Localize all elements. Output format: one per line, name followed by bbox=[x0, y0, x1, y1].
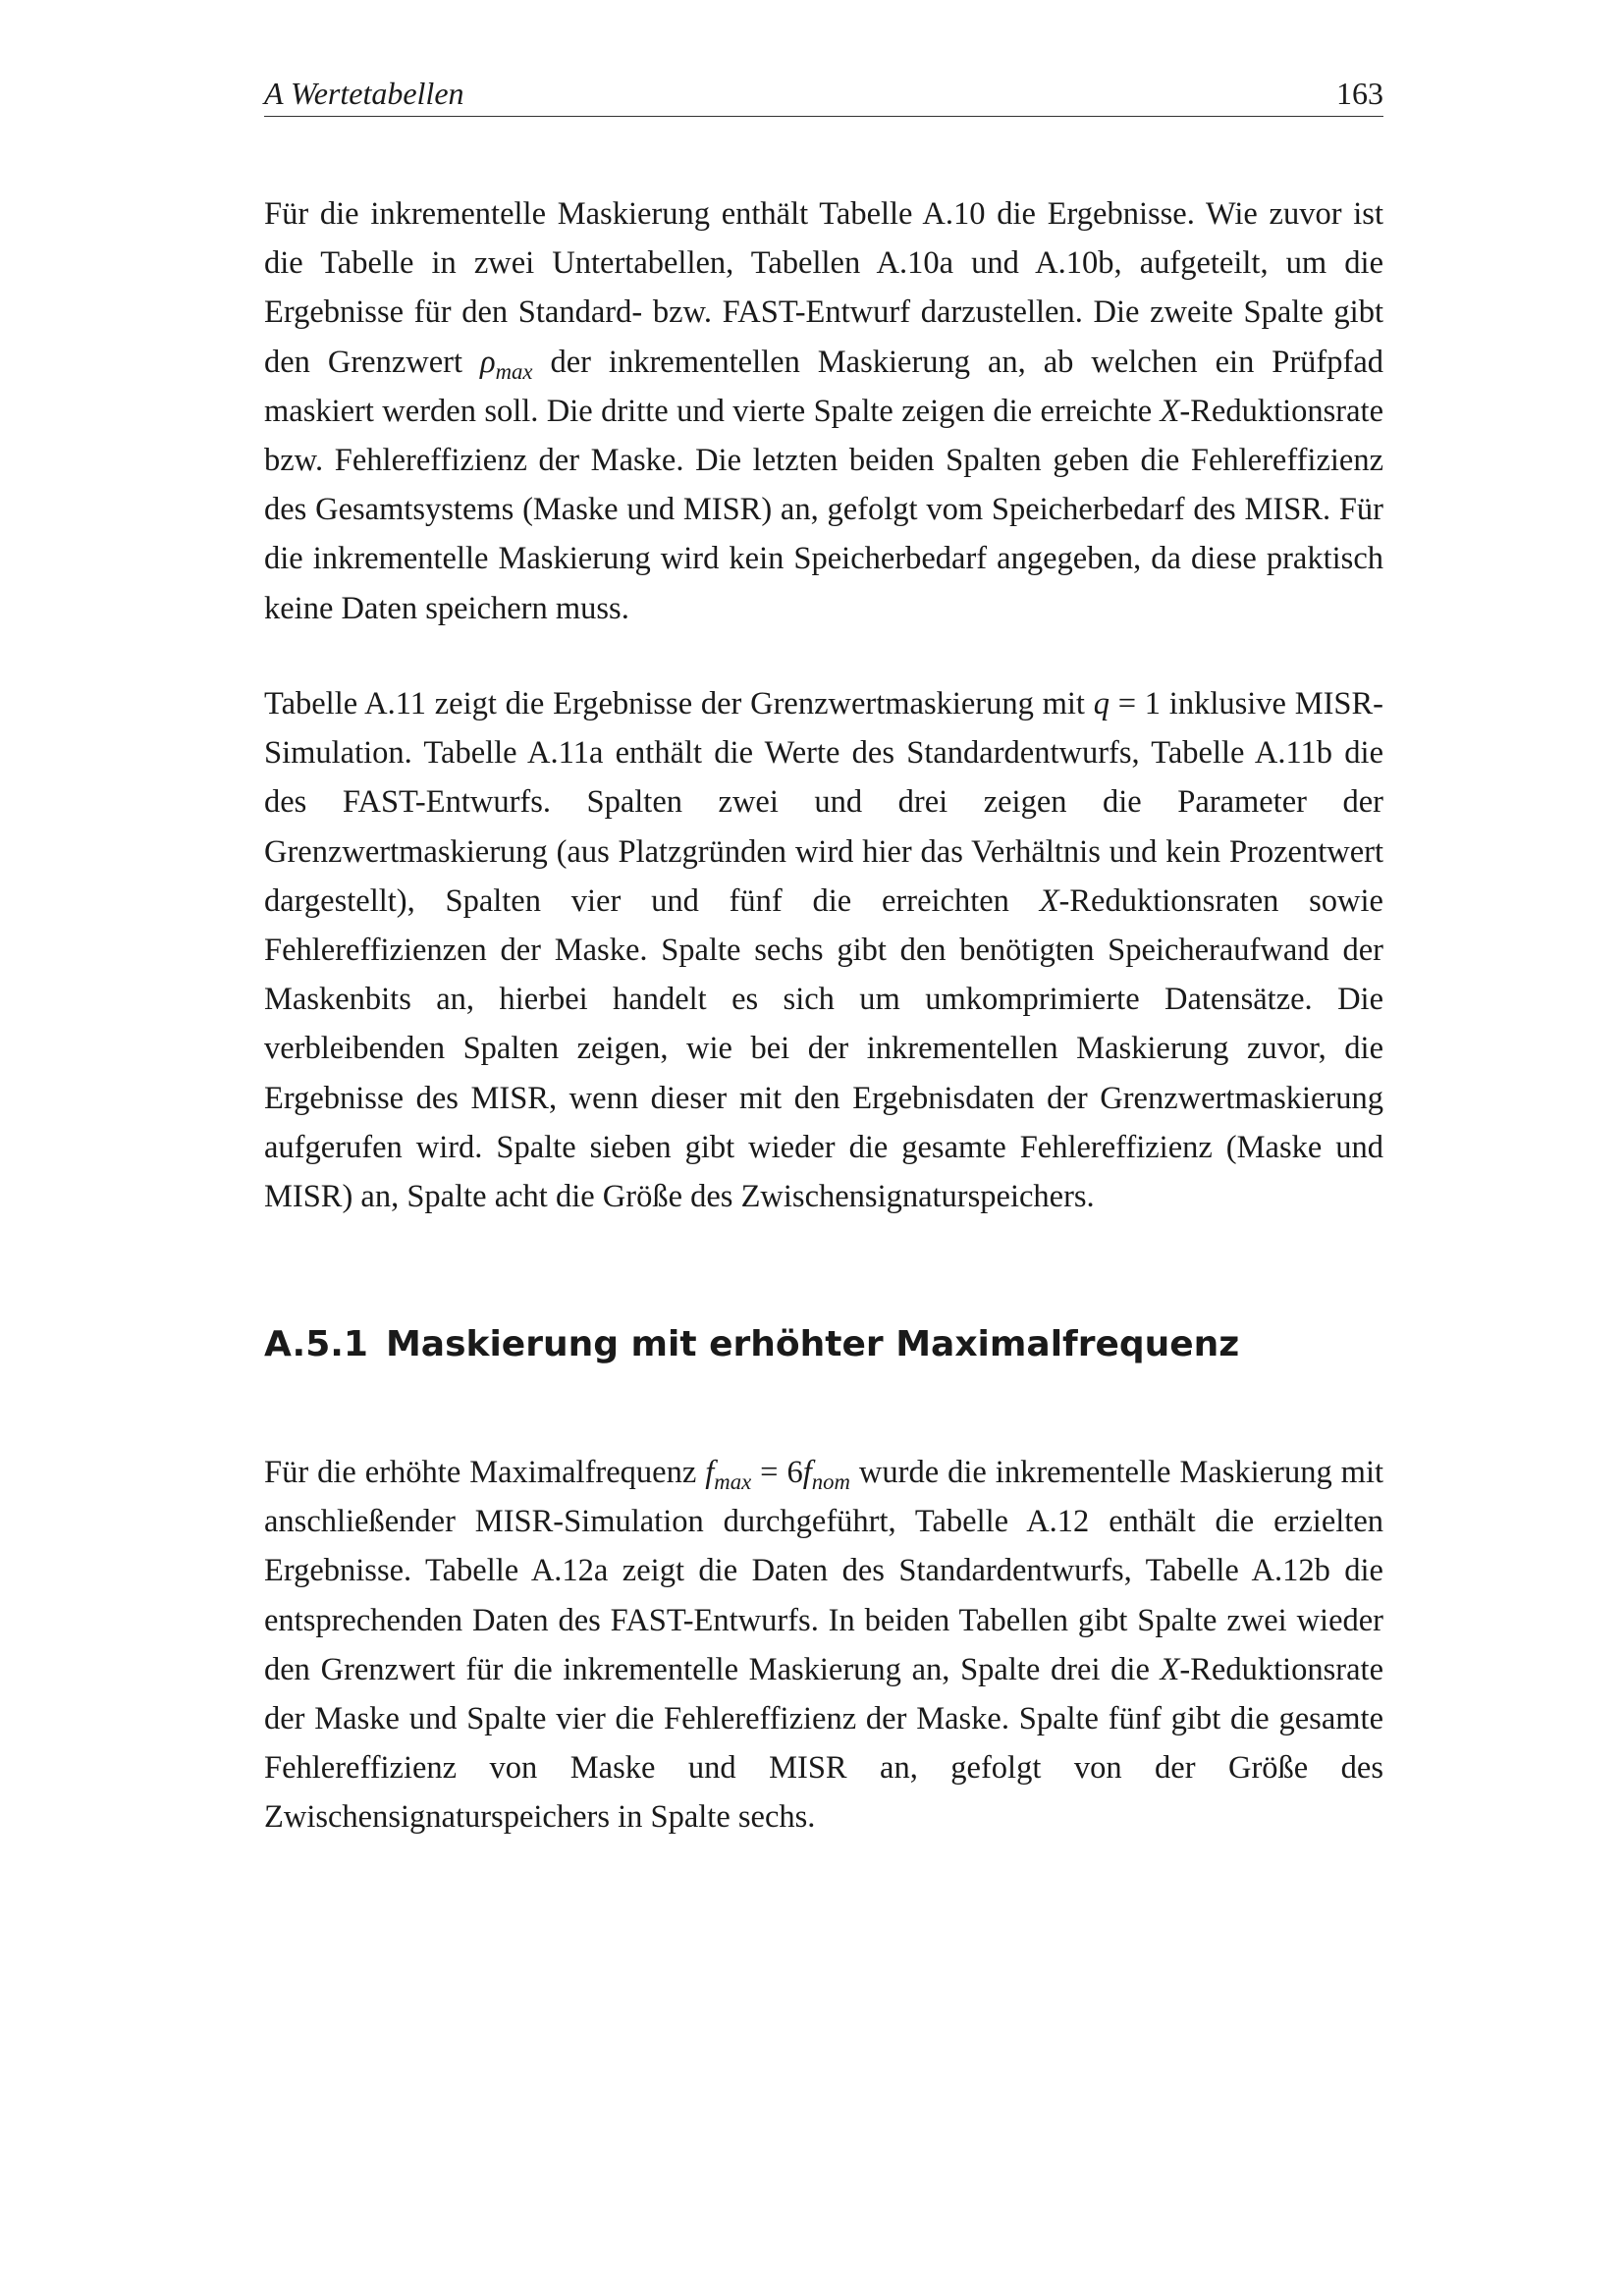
text-run: Tabelle A.11 zeigt die Ergebnisse der Grenzwertmaskierung mit bbox=[264, 686, 1094, 721]
page-number: 163 bbox=[1336, 76, 1383, 111]
section-number: A.5.1 bbox=[264, 1324, 368, 1364]
math-x: X bbox=[1039, 882, 1059, 919]
math-symbol: f bbox=[705, 1455, 715, 1490]
math-equals: = 6 bbox=[751, 1455, 803, 1490]
math-symbol: ρ bbox=[479, 344, 496, 380]
paragraph-incremental-masking bbox=[264, 189, 1383, 633]
math-rho bbox=[479, 344, 533, 384]
text-run: wurde die inkrementelle Maskierung mit anschließender MISR-Simulation durchgeführt, Tabelle A.12 enthält die erzielten Ergebnisse. Tabelle A.12a zeigt die Daten des Standardentwurfs, Tabelle A.12b die entsprechenden Daten des FAST-Entwurfs. In beiden Tabellen gibt Spalte zwei wieder den Grenzwert für die inkrementelle Maskierung an, Spalte drei die bbox=[264, 1455, 1384, 1687]
math-f-max bbox=[705, 1455, 752, 1494]
text-run: -Reduktionsrate bzw. Fehlereffizienz der Maske. Die letzten beiden Spalten geben die Fehlereffizienz des Gesamtsystems (Maske und MISR) an, gefolgt vom Speicherbedarf des MISR. Für die inkrementelle Maskierung wird kein Speicherbedarf angegeben, da diese praktisch keine Daten speichern muss. bbox=[264, 393, 1383, 626]
text-run: inklusive MISR-Simulation. Tabelle A.11a enthält die Werte des Standardentwurfs, Tabelle A.11b die des FAST-Entwurfs. Spalten zwei und drei zeigen die Parameter der Grenzwertmaskierung (aus Platzgründen wird hier das Verhältnis und kein Prozentwert dargestellt), Spalten vier und fünf die erreichten bbox=[264, 686, 1383, 919]
math-x: X bbox=[1160, 393, 1180, 429]
math-symbol: f bbox=[802, 1455, 812, 1490]
math-x: X bbox=[1160, 1651, 1180, 1687]
text-run: Für die erhöhte Maximalfrequenz bbox=[264, 1455, 706, 1490]
section-heading bbox=[264, 1320, 1239, 1369]
math-subscript: max bbox=[495, 358, 533, 384]
text-run: der inkrementellen Maskierung an, ab welchen ein Prüfpfad maskiert werden soll. Die dritte und vierte Spalte zeigen die erreichte bbox=[264, 344, 1383, 429]
chapter-title: A Wertetabellen bbox=[264, 76, 464, 111]
math-equals: = 1 bbox=[1109, 686, 1162, 721]
paragraph-threshold-masking bbox=[264, 679, 1383, 1221]
math-subscript: max bbox=[714, 1468, 752, 1494]
text-run: -Reduktionsraten sowie Fehlereffizienzen der Maske. Spalte sechs gibt den benötigten Speicheraufwand der Maskenbits an, hierbei handelt es sich um umkomprimierte Datensätze. Die verbleibenden Spalten zeigen, wie bei der inkrementellen Maskierung zuvor, die Ergebnisse des MISR, wenn dieser mit den Ergebnisdaten der Grenzwertmaskierung aufgerufen wird. Spalte sieben gibt wieder die gesamte Fehlereffizienz (Maske und MISR) an, Spalte acht die Größe des Zwischensignaturspeichers. bbox=[264, 882, 1383, 1215]
text-run: Für die inkrementelle Maskierung enthält Tabelle A.10 die Ergebnisse. Wie zuvor ist die Tabelle in zwei Untertabellen, Tabellen A.10a und A.10b, aufgeteilt, um die Ergebnisse für den Standard- bzw. FAST-Entwurf darzustellen. Die zweite Spalte gibt den Grenzwert bbox=[264, 196, 1383, 380]
math-q: q bbox=[1093, 686, 1110, 721]
paragraph-max-frequency bbox=[264, 1448, 1383, 1842]
section-title: Maskierung mit erhöhter Maximalfrequenz bbox=[385, 1324, 1240, 1364]
math-f-nom bbox=[802, 1455, 850, 1494]
running-header bbox=[264, 71, 1383, 117]
text-run: -Reduktionsrate der Maske und Spalte vier die Fehlereffizienz der Maske. Spalte fünf gibt die gesamte Fehlereffizienz von Maske und MISR an, gefolgt von der Größe des Zwischensignaturspeichers in Spalte sechs. bbox=[264, 1651, 1383, 1836]
math-subscript: nom bbox=[811, 1468, 850, 1494]
